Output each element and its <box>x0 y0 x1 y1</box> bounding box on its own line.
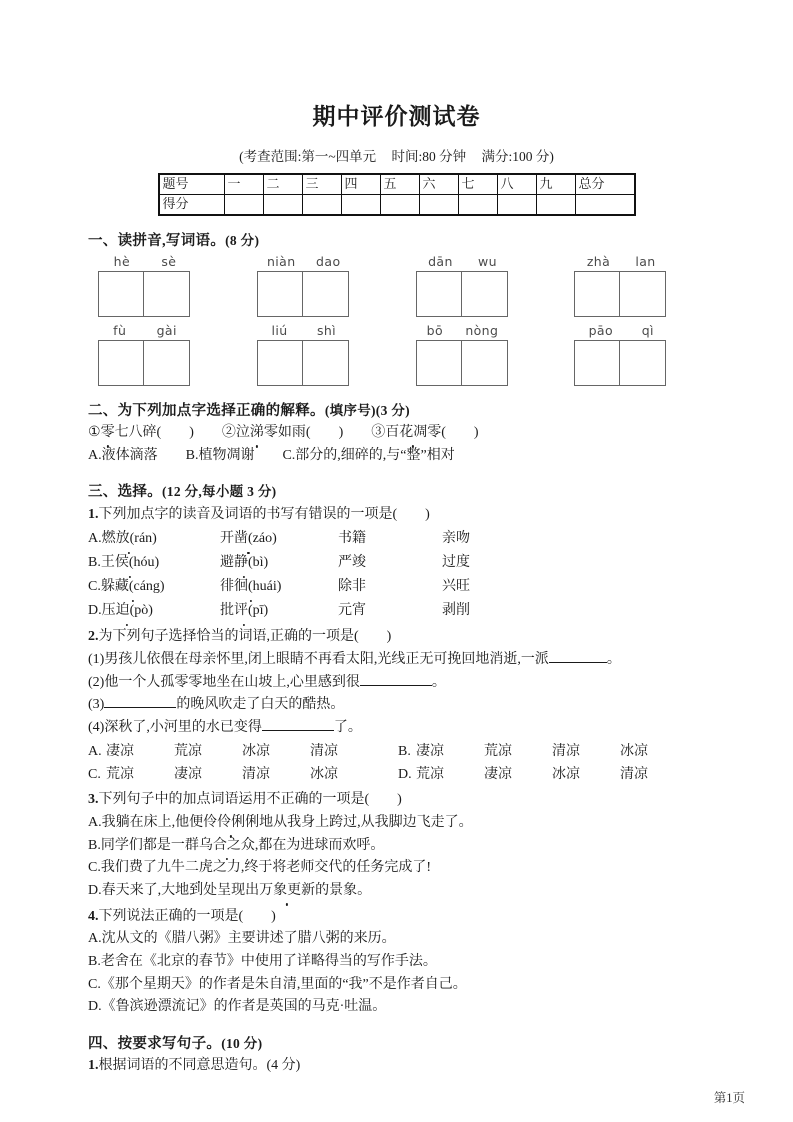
s4-q1-text: 根据词语的不同意思造句。(4 分) <box>98 1057 301 1073</box>
option-label: D. <box>398 766 412 782</box>
score-col-9: 九 <box>536 174 575 195</box>
option-post: ,终于将老师交代的任务完成了! <box>240 860 432 876</box>
pinyin-group-7 <box>416 323 575 386</box>
option-word: 凄凉 <box>484 766 512 782</box>
item-1-number: ① <box>88 425 101 440</box>
pinyin-group-8 <box>574 323 733 386</box>
section-2-points: (填序号)(3 分) <box>324 403 410 418</box>
option-word: 清凉 <box>310 743 338 759</box>
option-word: 凄凉 <box>416 743 444 759</box>
option-label-col <box>88 527 220 551</box>
fill-blank[interactable] <box>549 662 607 663</box>
option-pre: 我躺在床上,他便 <box>101 814 204 830</box>
sentence-text: 他一个人孤零零地坐在山坡上,心里感到很 <box>104 674 360 690</box>
section-1-points: (8 分) <box>225 233 260 248</box>
answer-box[interactable] <box>462 340 508 386</box>
section-4-title: 四、按要求写句子。 <box>88 1035 222 1052</box>
option-label: B. <box>398 743 411 759</box>
pinyin-group-5 <box>98 323 257 386</box>
pinyin-writing-block <box>88 254 733 386</box>
answer-box[interactable] <box>574 271 620 317</box>
item-1-blank[interactable] <box>161 425 189 440</box>
answer-boxes-1 <box>98 271 190 317</box>
answer-box[interactable] <box>416 271 462 317</box>
page-number: 第1页 <box>713 1091 745 1105</box>
option-text: 老舍在《北京的春节》中使用了详略得当的写作手法。 <box>100 953 437 969</box>
q3-text: 下列句子中的加点词语运用不正确的一项是( ) <box>98 792 402 808</box>
q1-option-a[interactable] <box>88 527 733 551</box>
q3-number: 3. <box>88 792 99 808</box>
pinyin-syllable: dān <box>428 254 453 269</box>
answer-box[interactable] <box>144 340 190 386</box>
q3-option-c[interactable] <box>88 857 733 880</box>
pinyin-group-3 <box>416 254 575 317</box>
option-post: ,都在为进球而欢呼。 <box>254 837 385 853</box>
q2-sentence-1 <box>88 649 733 672</box>
score-table-container <box>0 173 793 216</box>
pinyin-syllable: lan <box>635 254 656 269</box>
q4-text: 下列说法正确的一项是( ) <box>98 908 276 924</box>
pinyin-syllable: wu <box>477 254 497 269</box>
pinyin-syllable: shì <box>316 323 337 338</box>
option-col-4: 亲吻 <box>442 531 470 547</box>
item-3-blank[interactable] <box>446 425 474 440</box>
option-word: 冰凉 <box>242 743 270 759</box>
q2-sentence-2 <box>88 672 733 695</box>
dotted-char-1: 零 <box>101 422 115 445</box>
score-cell-3[interactable] <box>302 195 341 216</box>
option-col-2 <box>220 575 338 599</box>
exam-total-points: 满分:100 分) <box>481 149 554 164</box>
section-1-title: 一、读拼音,写词语。 <box>88 233 226 249</box>
option-label: C. <box>88 766 101 782</box>
option-label: A. <box>88 814 102 830</box>
score-cell-4[interactable] <box>341 195 380 216</box>
score-col-1: 一 <box>224 174 263 195</box>
sentence-number: (4) <box>88 720 105 736</box>
q1-option-d[interactable] <box>88 599 733 623</box>
option-label: C. <box>88 860 101 876</box>
q2-options <box>88 740 733 786</box>
answer-box[interactable] <box>620 340 666 386</box>
answer-box[interactable] <box>257 271 303 317</box>
option-pre: 同学们都是一群 <box>100 837 199 853</box>
option-label: A. <box>88 931 102 947</box>
item-3-number: ③ <box>371 425 386 440</box>
option-word: 凄凉 <box>174 766 202 782</box>
item-2-blank[interactable] <box>311 425 339 440</box>
option-word: 冰凉 <box>310 766 338 782</box>
item-2-close: ) <box>338 425 344 440</box>
exam-duration: 时间:80 分钟 <box>391 149 467 164</box>
option-col-3: 除非 <box>338 579 366 595</box>
score-col-3: 三 <box>302 174 341 195</box>
pinyin-syllable: bō <box>426 323 444 338</box>
q1-option-b[interactable] <box>88 551 733 575</box>
pinyin-syllable: niàn <box>266 254 296 269</box>
score-col-5: 五 <box>380 174 419 195</box>
q4-number: 4. <box>88 908 99 924</box>
q2-option-c[interactable] <box>88 763 398 786</box>
pinyin-label-3 <box>416 254 510 269</box>
dotted-word: 避静(bì) <box>220 551 268 575</box>
answer-box[interactable] <box>574 340 620 386</box>
score-col-6: 六 <box>419 174 458 195</box>
q2-option-b[interactable] <box>398 740 708 763</box>
score-col-total: 总分 <box>575 174 635 195</box>
option-text: 《鲁滨逊漂流记》的作者是英国的马克·吐温。 <box>101 999 387 1015</box>
pinyin-syllable: dao <box>316 254 341 269</box>
q2-options-row-cd <box>88 763 733 786</box>
option-col-3: 元宵 <box>338 603 366 619</box>
score-cell-5[interactable] <box>380 195 419 216</box>
dotted-word: 压迫(pò) <box>102 599 153 623</box>
q2-sentence-4 <box>88 717 733 740</box>
q2-option-d[interactable] <box>398 763 708 786</box>
pinyin-syllable: hè <box>113 254 131 269</box>
exam-meta <box>0 145 793 165</box>
option-col-2 <box>220 599 338 623</box>
option-word: 荒凉 <box>106 766 134 782</box>
pinyin-syllable: liú <box>271 323 288 338</box>
answer-boxes-5 <box>98 340 190 386</box>
section-3-q4-stem <box>88 906 733 929</box>
answer-boxes-6 <box>257 340 349 386</box>
section-2-explanations: A.液体滴落 B.植物凋谢 C.部分的,细碎的,与“整”相对 <box>88 447 455 463</box>
option-word: 冰凉 <box>620 743 648 759</box>
sentence-tail: 。 <box>431 674 446 690</box>
option-label-col <box>88 599 220 623</box>
fill-blank[interactable] <box>360 685 432 686</box>
pinyin-syllable: nòng <box>465 323 499 338</box>
q2-number: 2. <box>88 629 99 645</box>
answer-box[interactable] <box>462 271 508 317</box>
option-pre: 我们费了 <box>100 860 157 876</box>
q2-sentence-3 <box>88 694 733 717</box>
pinyin-syllable: gài <box>156 323 177 338</box>
option-label-col <box>88 575 220 599</box>
q3-option-b[interactable] <box>88 835 733 858</box>
q2-options-row-ab <box>88 740 733 763</box>
item-3-close: ) <box>473 425 479 440</box>
section-4-heading <box>88 1032 733 1053</box>
section-3-heading <box>88 480 733 501</box>
sentence-number: (1) <box>88 652 105 667</box>
pinyin-label-2 <box>257 254 351 269</box>
pinyin-syllable: fù <box>113 323 127 338</box>
answer-boxes-3 <box>416 271 508 317</box>
score-col-8: 八 <box>497 174 536 195</box>
dotted-word: 燃放(rán) <box>102 527 157 551</box>
option-col-3: 书籍 <box>338 531 366 547</box>
section-3-q2-stem <box>88 626 733 649</box>
score-cell-total[interactable] <box>575 195 635 216</box>
option-word: 荒凉 <box>416 766 444 782</box>
section-4-q1 <box>88 1055 733 1078</box>
answer-box[interactable] <box>98 340 144 386</box>
sentence-number: (2) <box>88 674 105 690</box>
option-text: 《那个星期天》的作者是朱自清,里面的“我”不是作者自己。 <box>100 976 467 992</box>
option-pre: 春天来了,大地到处呈现出 <box>101 882 260 898</box>
sentence-tail: 了。 <box>333 720 362 736</box>
section-2-heading <box>88 399 733 420</box>
q2-text: 为下列句子选择恰当的词语,正确的一项是( ) <box>98 629 392 645</box>
exam-scope: (考查范围:第一~四单元 <box>239 149 377 164</box>
answer-boxes-7 <box>416 340 508 386</box>
score-cell-1[interactable] <box>224 195 263 216</box>
item-2-number: ② <box>221 425 236 440</box>
pinyin-label-8 <box>574 323 668 338</box>
score-cell-2[interactable] <box>263 195 302 216</box>
option-label: A. <box>88 531 102 547</box>
q2-option-a[interactable] <box>88 740 398 763</box>
score-cell-9[interactable] <box>536 195 575 216</box>
dotted-word: 王侯(hóu) <box>101 551 159 575</box>
score-col-4: 四 <box>341 174 380 195</box>
answer-box[interactable] <box>416 340 462 386</box>
q4-option-c[interactable] <box>88 974 733 997</box>
q1-text: 下列加点字的读音及词语的书写有错误的一项是( ) <box>98 507 430 523</box>
option-label: B. <box>88 555 101 571</box>
dotted-word: 徘徊(huái) <box>220 575 281 599</box>
score-table <box>158 173 636 216</box>
item-1-text: 七八碎( <box>114 425 162 440</box>
option-post: 地从我身上跨过,从我脚边飞走了。 <box>259 814 473 830</box>
score-col-7: 七 <box>458 174 497 195</box>
section-3-points: (12 分,每小题 3 分) <box>162 484 277 500</box>
answer-boxes-8 <box>574 340 666 386</box>
dotted-phrase: 乌合之众 <box>199 835 255 858</box>
section-1-heading <box>88 229 733 250</box>
answer-box[interactable] <box>303 271 349 317</box>
option-col-4: 剥削 <box>442 603 470 619</box>
s4-q1-number: 1. <box>88 1057 99 1073</box>
option-word: 冰凉 <box>552 766 580 782</box>
q4-option-b[interactable] <box>88 951 733 974</box>
q1-number: 1. <box>88 507 99 523</box>
q1-options <box>88 527 733 623</box>
pinyin-label-1 <box>98 254 192 269</box>
option-label: D. <box>88 603 102 619</box>
dotted-char-2: 泣涕零 <box>236 422 278 445</box>
dotted-phrase: 伶伶俐俐 <box>203 812 259 835</box>
row-label-score: 得分 <box>159 195 225 216</box>
option-word: 凄凉 <box>106 743 134 759</box>
pinyin-row-2 <box>98 323 733 386</box>
option-label: D. <box>88 999 102 1015</box>
pinyin-label-7 <box>416 323 510 338</box>
option-col-4: 兴旺 <box>442 579 470 595</box>
option-label-col <box>88 551 220 575</box>
pinyin-label-5 <box>98 323 192 338</box>
item-1-close: ) <box>189 425 194 440</box>
table-row-question-numbers <box>159 174 635 195</box>
q3-option-a[interactable] <box>88 812 733 835</box>
dotted-phrase: 九牛二虎之力 <box>157 857 241 880</box>
option-col-2 <box>220 551 338 575</box>
answer-box[interactable] <box>257 340 303 386</box>
option-text: 沈从文的《腊八粥》主要讲述了腊八粥的来历。 <box>101 931 396 947</box>
pinyin-group-4 <box>574 254 733 317</box>
option-label: D. <box>88 882 102 898</box>
answer-box[interactable] <box>303 340 349 386</box>
sentence-text: 男孩儿依偎在母亲怀里,闭上眼睛不再看太阳,光线正无可挽回地消逝,一派 <box>104 652 549 667</box>
score-col-2: 二 <box>263 174 302 195</box>
option-word: 清凉 <box>242 766 270 782</box>
section-3-title: 三、选择。 <box>88 484 162 501</box>
page-title: 期中评价测试卷 <box>312 104 481 129</box>
option-word: 荒凉 <box>484 743 512 759</box>
pinyin-label-4 <box>574 254 668 269</box>
dotted-word: 躲藏(cáng) <box>101 575 165 599</box>
fill-blank[interactable] <box>104 707 176 708</box>
sentence-number: (3) <box>88 697 105 713</box>
pinyin-group-1 <box>98 254 257 317</box>
option-post: 的景象。 <box>315 882 372 898</box>
option-col-3: 严竣 <box>338 555 366 571</box>
sentence-tail: 的晚风吹走了白天的酷热。 <box>176 697 345 713</box>
section-3-q3-stem <box>88 789 733 812</box>
dotted-char-3: 百花凋零 <box>385 422 441 445</box>
pinyin-row-1 <box>98 254 733 317</box>
option-word: 荒凉 <box>174 743 202 759</box>
option-label: B. <box>88 837 101 853</box>
score-cell-8[interactable] <box>497 195 536 216</box>
item-2-text: 如雨( <box>277 425 311 440</box>
answer-boxes-2 <box>257 271 349 317</box>
dotted-phrase: 万象更新 <box>259 880 315 903</box>
option-word: 清凉 <box>620 766 648 782</box>
dotted-word: 开凿(záo) <box>220 527 277 551</box>
section-3-q1-stem <box>88 504 733 527</box>
q3-option-d[interactable] <box>88 880 733 903</box>
pinyin-syllable: qì <box>641 323 654 338</box>
sentence-text: 深秋了,小河里的水已变得 <box>104 720 262 736</box>
score-cell-6[interactable] <box>419 195 458 216</box>
answer-boxes-4 <box>574 271 666 317</box>
option-label: B. <box>88 953 101 969</box>
pinyin-group-2 <box>257 254 416 317</box>
table-row-scores <box>159 195 635 216</box>
q4-option-d[interactable] <box>88 996 733 1019</box>
option-word: 清凉 <box>552 743 580 759</box>
row-label-question-number: 题号 <box>159 174 225 195</box>
exam-body <box>0 229 793 1078</box>
answer-box[interactable] <box>98 271 144 317</box>
section-2-title: 二、为下列加点字选择正确的解释。 <box>88 403 325 419</box>
pinyin-label-6 <box>257 323 351 338</box>
option-label: C. <box>88 579 101 595</box>
section-4-points: (10 分) <box>221 1035 263 1051</box>
option-label: C. <box>88 976 101 992</box>
pinyin-syllable: zhà <box>586 254 611 269</box>
pinyin-syllable: sè <box>161 254 177 269</box>
answer-box[interactable] <box>620 271 666 317</box>
option-col-4: 过度 <box>442 555 470 571</box>
pinyin-group-6 <box>257 323 416 386</box>
pinyin-syllable: pāo <box>588 323 614 338</box>
section-2-items <box>88 422 733 445</box>
q4-option-a[interactable] <box>88 928 733 951</box>
fill-blank[interactable] <box>262 730 334 731</box>
sentence-tail: 。 <box>606 652 621 667</box>
option-label: A. <box>88 743 102 759</box>
q1-option-c[interactable] <box>88 575 733 599</box>
dotted-word: 批评(pī) <box>220 599 268 623</box>
answer-box[interactable] <box>144 271 190 317</box>
item-3-text: ( <box>441 425 446 440</box>
score-cell-7[interactable] <box>458 195 497 216</box>
option-col-2 <box>220 527 338 551</box>
